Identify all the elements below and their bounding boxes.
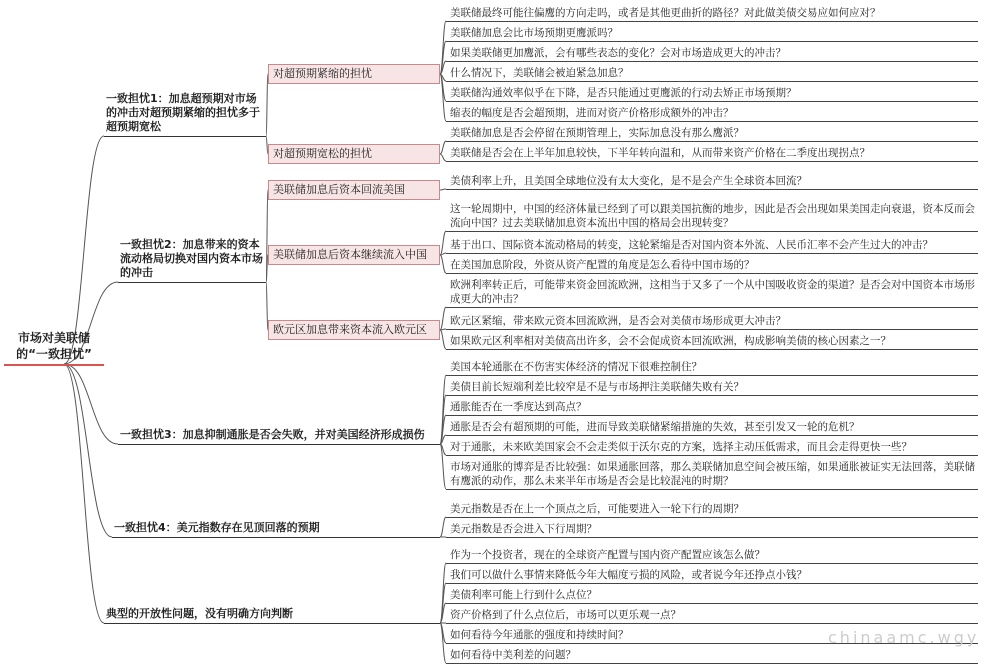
leaf-3-5: 对于通胀，未来欧美国家会不会走类似于沃尔克的方案，选择主动压低需求，而且会走得更快一些？	[446, 440, 978, 456]
branch-2-sub-2: 美联储加息后资本继续流入中国	[268, 245, 440, 265]
connector-root-branch-3	[64, 364, 118, 444]
branch-2: 一致担忧2：加息带来的资本流动格局切换对国内资本市场的冲击	[118, 238, 266, 283]
leaf-5-4: 资产价格到了什么点位后，市场可以更乐观一点？	[446, 608, 978, 624]
branch-2-sub-3: 欧元区加息带来资本流入欧元区	[268, 320, 440, 340]
leaf-1-2-2: 美联储是否会在上半年加息较快，下半年转向温和，从而带来资产价格在二季度出现拐点？	[446, 146, 978, 162]
leaf-2-2-2: 基于出口、国际资本流动格局的转变，这轮紧缩是否对国内资本外流、人民币汇率不会产生过大的冲击？	[446, 238, 978, 254]
root-underline	[4, 364, 104, 366]
branch-2-sub-1: 美联储加息后资本回流美国	[268, 180, 440, 200]
leaf-3-4: 通胀是否会有超预期的可能，进而导致美联储紧缩措施的失效，甚至引发又一轮的危机？	[446, 420, 978, 436]
leaf-3-2: 美债目前长短端利差比较窄是不是与市场押注美联储失败有关？	[446, 380, 978, 396]
leaf-1-1-4: 什么情况下，美联储会被迫紧急加息？	[446, 66, 978, 82]
leaf-3-1: 美国本轮通胀在不伤害实体经济的情况下很难控制住？	[446, 360, 978, 376]
branch-5: 典型的开放性问题，没有明确方向判断	[104, 607, 440, 624]
leaf-4-1: 美元指数是否在上一个顶点之后，可能要进入一轮下行的周期？	[446, 502, 978, 518]
watermark: chinaamc.wgy	[828, 628, 980, 647]
leaf-5-5: 如何看待今年通胀的强度和持续时间？	[446, 628, 978, 644]
leaf-1-1-2: 美联储加息会比市场预期更鹰派吗？	[446, 26, 978, 42]
leaf-2-2-1: 这一轮周期中，中国的经济体量已经到了可以跟美国抗衡的地步，因此是否会出现如果美国走向衰退，资本反而会流向中国？过去美联储加息资本流出中国的格局会出现转变？	[446, 202, 978, 232]
branch-1-sub-1: 对超预期紧缩的担忧	[268, 64, 440, 84]
branch-3: 一致担忧3：加息抑制通胀是否会失败，并对美国经济形成损伤	[118, 428, 440, 445]
leaf-1-1-6: 缩表的幅度是否会超预期，进而对资产价格形成额外的冲击？	[446, 106, 978, 122]
leaf-4-2: 美元指数是否会进入下行周期？	[446, 522, 978, 538]
leaf-5-6: 如何看待中美利差的问题？	[446, 648, 978, 664]
leaf-1-1-3: 如果美联储更加鹰派，会有哪些表态的变化？会对市场造成更大的冲击？	[446, 46, 978, 62]
leaf-1-2-1: 美联储加息是否会停留在预期管理上，实际加息没有那么鹰派？	[446, 126, 978, 142]
branch-1-sub-2: 对超预期宽松的担忧	[268, 144, 440, 164]
root-node: 市场对美联储的“一致担忧”	[16, 331, 92, 361]
leaf-5-1: 作为一个投资者，现在的全球资产配置与国内资产配置应该怎么做？	[446, 548, 978, 564]
leaf-2-3-3: 如果欧元区利率相对美债高出许多，会不会促成资本回流欧洲，构成影响美债的核心因素之一？	[446, 334, 978, 350]
leaf-1-1-5: 美联储沟通效率似乎在下降，是否只能通过更鹰派的行动去矫正市场预期？	[446, 86, 978, 102]
leaf-1-1-1: 美联储最终可能往偏鹰的方向走吗，或者是其他更曲折的路径？对此做美债交易应如何应对？	[446, 6, 978, 22]
leaf-3-6: 市场对通胀的博弈是否比较强：如果通胀回落，那么美联储加息空间会被压缩，如果通胀被证实无法回落，美联储有鹰派的动作，那么未来半年市场是否会是比较混沌的时期？	[446, 460, 978, 490]
leaf-2-1-1: 美债利率上升，且美国全球地位没有太大变化，是不是会产生全球资本回流？	[446, 174, 978, 190]
leaf-2-3-1: 欧洲利率转正后，可能带来资金回流欧洲，这相当于又多了一个从中国吸收资金的渠道？是否会对中国资本市场形成更大的冲击？	[446, 278, 978, 308]
leaf-2-3-2: 欧元区紧缩，带来欧元资本回流欧洲，是否会对美债市场形成更大冲击？	[446, 314, 978, 330]
leaf-5-3: 美债利率可能上行到什么点位？	[446, 588, 978, 604]
branch-1: 一致担忧1：加息超预期对市场的冲击对超预期紧缩的担忧多于超预期宽松	[104, 92, 266, 137]
connector-root-branch-5	[64, 364, 104, 623]
branch-4: 一致担忧4：美元指数存在见顶回落的预期	[112, 521, 440, 538]
leaf-5-2: 我们可以做什么事情来降低今年大幅度亏损的风险，或者说今年还挣点小钱？	[446, 568, 978, 584]
leaf-3-3: 通胀能否在一季度达到高点？	[446, 400, 978, 416]
connector-root-branch-4	[64, 364, 112, 537]
leaf-2-2-3: 在美国加息阶段，外资从资产配置的角度是怎么看待中国市场的？	[446, 258, 978, 274]
